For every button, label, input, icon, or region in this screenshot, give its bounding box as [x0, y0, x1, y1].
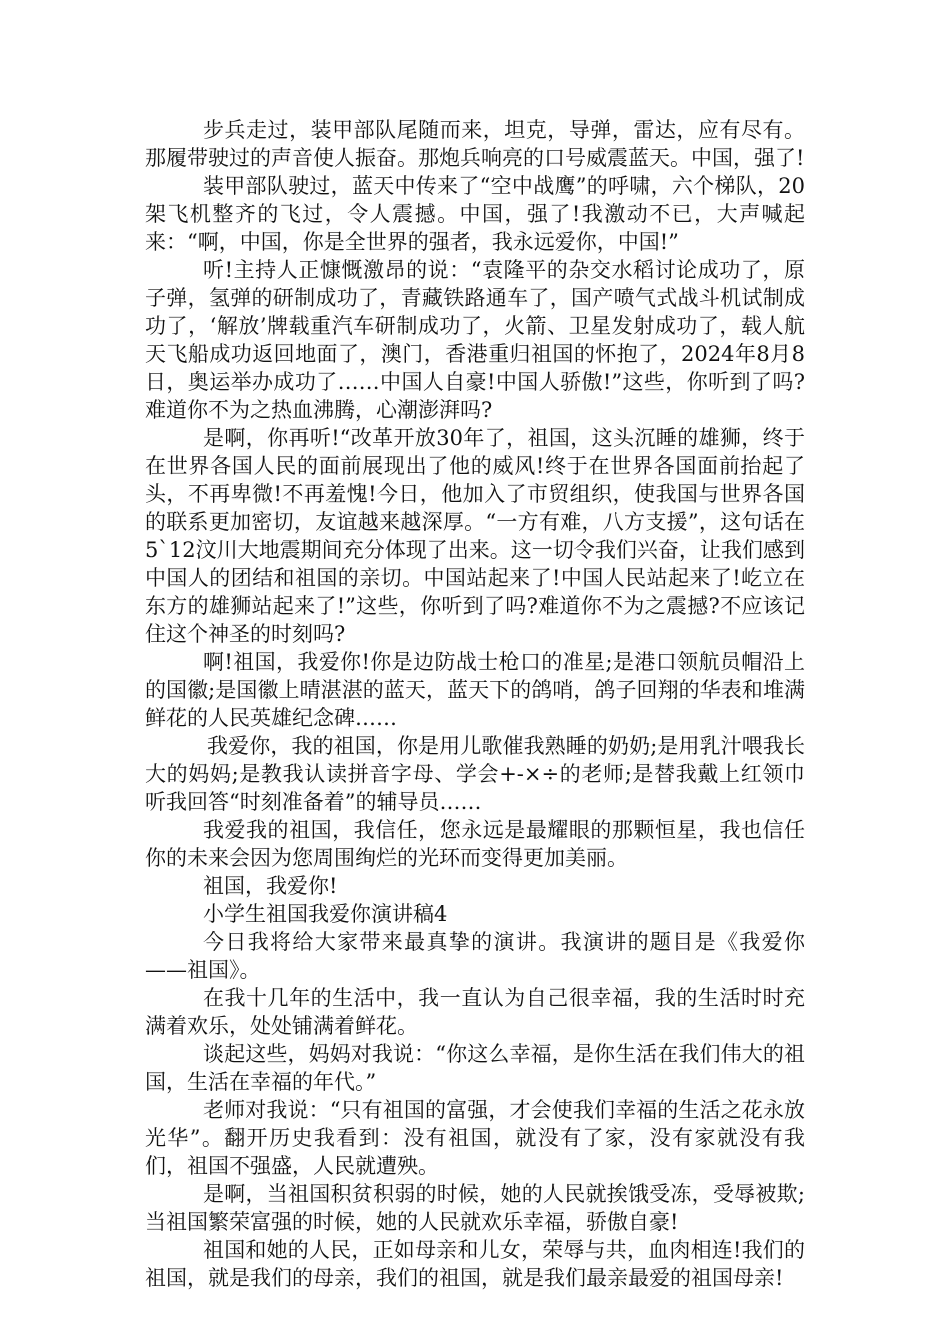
paragraph: 装甲部队驶过，蓝天中传来了“空中战鹰”的呼啸，六个梯队，20架飞机整齐的飞过，令人震撼。中国，强了!我激动不已，大声喊起来：“啊，中国，你是全世界的强者，我永远爱你，中国!”: [145, 174, 805, 254]
paragraph: 啊!祖国，我爱你!你是边防战士枪口的准星;是港口领航员帽沿上的国徽;是国徽上晴湛湛的蓝天，蓝天下的鸽哨，鸽子回翔的华表和堆满鲜花的人民英雄纪念碑……: [145, 650, 805, 730]
paragraph: 我爱我的祖国，我信任，您永远是最耀眼的那颗恒星，我也信任你的未来会因为您周围绚烂的光环而变得更加美丽。: [145, 818, 805, 870]
paragraph: 祖国和她的人民，正如母亲和儿女，荣辱与共，血肉相连!我们的祖国，就是我们的母亲，我们的祖国，就是我们最亲最爱的祖国母亲!: [145, 1238, 805, 1290]
paragraph: 是啊，当祖国积贫积弱的时候，她的人民就挨饿受冻，受辱被欺;当祖国繁荣富强的时候，她的人民就欢乐幸福，骄傲自豪!: [145, 1182, 805, 1234]
paragraph: 我爱你，我的祖国，你是用儿歌催我熟睡的奶奶;是用乳汁喂我长大的妈妈;是教我认读拼音字母、学会+-×÷的老师;是替我戴上红领巾听我回答“时刻准备着”的辅导员……: [145, 734, 805, 814]
paragraph: 步兵走过，装甲部队尾随而来，坦克，导弹，雷达，应有尽有。那履带驶过的声音使人振奋。那炮兵响亮的口号威震蓝天。中国，强了!: [145, 118, 805, 170]
paragraph: 老师对我说：“只有祖国的富强，才会使我们幸福的生活之花永放光华”。翻开历史我看到：没有祖国，就没有了家，没有家就没有我们，祖国不强盛，人民就遭殃。: [145, 1098, 805, 1178]
document-body: [145, 116, 805, 1292]
paragraph: 今日我将给大家带来最真挚的演讲。我演讲的题目是《我爱你——祖国》。: [145, 930, 805, 982]
paragraph: 听!主持人正慷慨激昂的说：“袁隆平的杂交水稻讨论成功了，原子弹，氢弹的研制成功了，青藏铁路通车了，国产喷气式战斗机试制成功了，‘解放’牌载重汽车研制成功了，火箭、卫星发射成功了，载人航天飞船成功返回地面了，澳门，香港重归祖国的怀抱了，2024年8月8日，奥运举办成功了……中国人自豪!中国人骄傲!”这些，你听到了吗?难道你不为之热血沸腾，心潮澎湃吗?: [145, 258, 805, 422]
paragraph: 是啊，你再听!“改革开放30年了，祖国，这头沉睡的雄狮，终于在世界各国人民的面前展现出了他的威风!终于在世界各国面前抬起了头，不再卑微!不再羞愧!今日，他加入了市贸组织，使我国与世界各国的联系更加密切，友谊越来越深厚。“一方有难，八方支援”，这句话在5`12汶川大地震期间充分体现了出来。这一切令我们兴奋，让我们感到中国人的团结和祖国的亲切。中国站起来了!中国人民站起来了!屹立在东方的雄狮站起来了!”这些，你听到了吗?难道你不为之震撼?不应该记住这个神圣的时刻吗?: [145, 426, 805, 646]
paragraph: 谈起这些，妈妈对我说：“你这么幸福，是你生活在我们伟大的祖国，生活在幸福的年代。”: [145, 1042, 805, 1094]
paragraph: 在我十几年的生活中，我一直认为自己很幸福，我的生活时时充满着欢乐，处处铺满着鲜花。: [145, 986, 805, 1038]
paragraph: 祖国，我爱你!: [203, 874, 338, 898]
section-heading: 小学生祖国我爱你演讲稿4: [203, 902, 448, 926]
